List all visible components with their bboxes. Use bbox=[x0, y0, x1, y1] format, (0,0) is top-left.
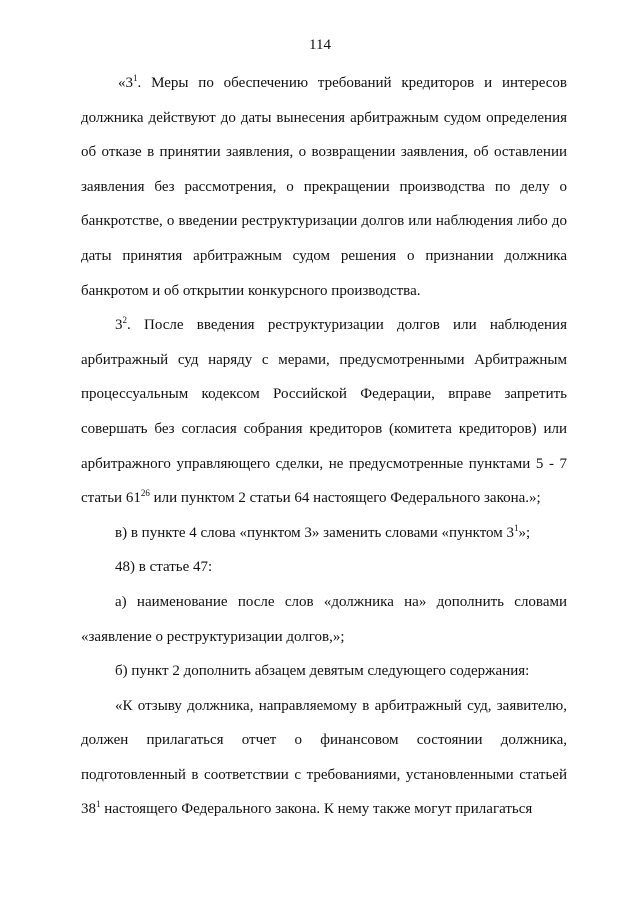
superscript: 1 bbox=[514, 522, 519, 533]
paragraph-item-a bbox=[81, 585, 567, 654]
paragraph-clause-3-2 bbox=[81, 308, 567, 516]
paragraph-item-v bbox=[81, 516, 567, 551]
paragraph-clause-3-1 bbox=[81, 66, 567, 308]
paragraph-quote bbox=[81, 689, 567, 827]
superscript: 2 bbox=[122, 315, 127, 326]
superscript: 1 bbox=[96, 799, 101, 810]
text-run: настоящего Федерального закона. К нему также могут прилагаться bbox=[100, 801, 533, 818]
document-body bbox=[81, 66, 567, 827]
text-run: 48) в статье 47: bbox=[115, 559, 213, 576]
text-run: »; bbox=[518, 524, 531, 541]
superscript: 1 bbox=[133, 73, 138, 83]
paragraph-item-b bbox=[81, 654, 567, 689]
text-run: б) пункт 2 дополнить абзацем девятым следующего содержания: bbox=[115, 663, 530, 680]
superscript: 26 bbox=[140, 488, 150, 499]
text-run: . После введения реструктуризации долгов или наблюдения арбитражный суд наряду с мерами, предусмотренными Арбитражным процессуальным кодексом Российской Федерации, вправе запретить совершать без согласия собрания кредиторов (комитета кредиторов) или арбитражного управляющего сделки, не предусмотренные пунктами 5 - 7 статьи 61 bbox=[81, 317, 567, 507]
text-run: 3 bbox=[115, 317, 123, 334]
page-number: 114 bbox=[309, 37, 331, 53]
text-run: . Меры по обеспечению требований кредиторов и интересов должника действуют до даты вынесения арбитражным судом определения об отказе в принятии заявления, о возвращении заявления, об оставлении заявления без рассмотрения, о прекращении производства по делу о банкротстве, о введении реструктуризации долгов или наблюдения либо до даты принятия арбитражным судом решения о признании должника банкротом и об открытии конкурсного производства. bbox=[81, 75, 567, 299]
text-run: «3 bbox=[118, 75, 133, 91]
text-run: в) в пункте 4 слова «пунктом 3» заменить словами «пунктом 3 bbox=[115, 524, 515, 541]
text-run: а) наименование после слов «должника на» дополнить словами «заявление о реструктуризации долгов,»; bbox=[81, 593, 567, 645]
text-run: «К отзыву должника, направляемому в арбитражный суд, заявителю, должен прилагаться отчет о финансовом состоянии должника, подготовленный в соответствии с требованиями, установленными статьей 38 bbox=[81, 697, 567, 818]
text-run: или пунктом 2 статьи 64 настоящего Федерального закона.»; bbox=[149, 490, 541, 507]
paragraph-item-48 bbox=[81, 550, 567, 585]
